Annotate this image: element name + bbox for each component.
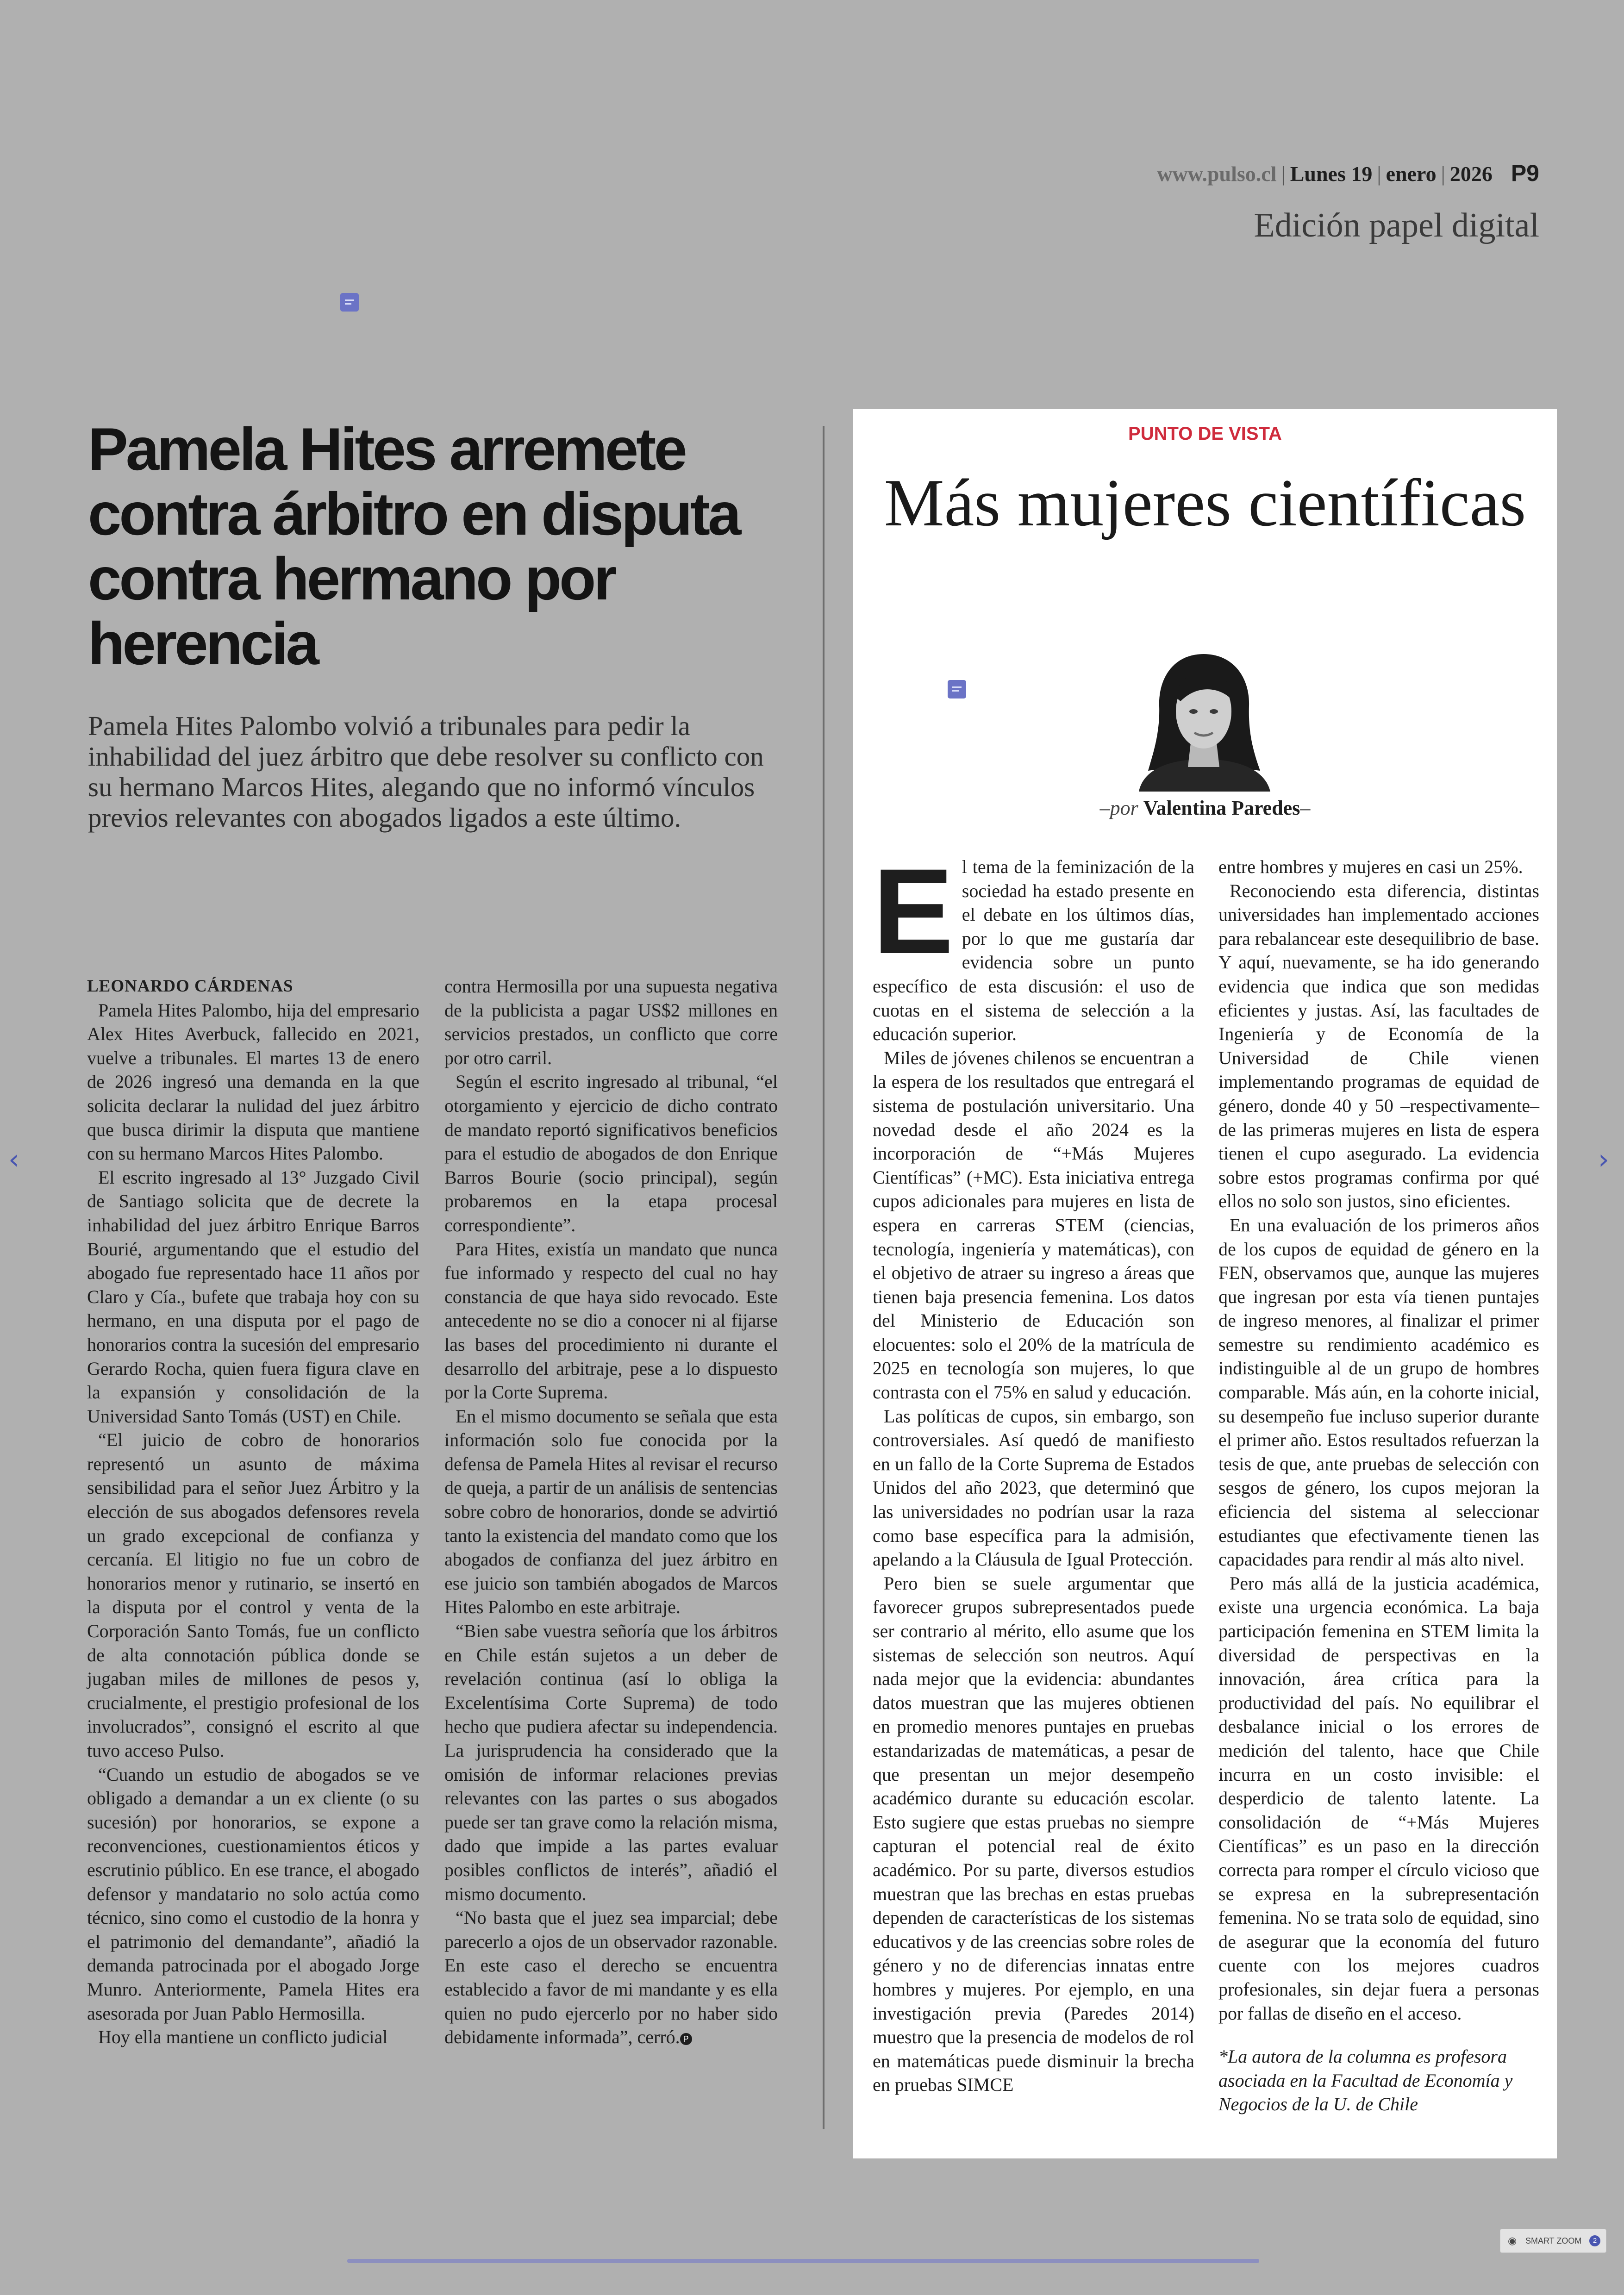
article-headline: Pamela Hites arremete contra árbitro en disputa contra hermano por herencia [88,415,739,677]
next-page-arrow-icon[interactable]: › [1598,1143,1609,1176]
opinion-paragraph: Reconociendo esta diferencia, distintas universidades han implementado acciones para rebalancear este desequilibrio de base. Y aquí, nuevamente, se ha ido generando evidencia que indica que son medidas eficientes y justas. Así, las facultades de Ingeniería y de Economía de la Universidad de Chile vienen implementando programas de equidad de género, donde 40 y 50 –respectivamente– de las primeras mujeres en lista de espera tienen el cupo asegurado. La evidencia sobre estos programas confirma por qué ellos no solo son justos, sino eficientes. [1218,880,1539,1212]
date-month: enero [1386,162,1437,186]
note-icon[interactable] [340,293,359,312]
eye-icon: ◉ [1508,2235,1517,2246]
masthead: www.pulso.cl | Lunes 19 | enero | 2026 P9 [1157,160,1539,186]
author-portrait [1130,646,1278,792]
article-deck: Pamela Hites Palombo volvió a tribunales para pedir la inhabilidad del juez árbitro que debe resolver su conflicto con su hermano Marcos Hites, alegando que no informó vínculos previos relevantes con abogados ligados a este último. [88,711,764,833]
date-year: 2026 [1449,162,1493,186]
smart-zoom-label: SMART ZOOM [1525,2236,1582,2245]
article-paragraph: El escrito ingresado al 13° Juzgado Civil de Santiago solicita que de decrete la inhabilidad del juez árbitro Enrique Barros Bourié, argumentando que el estudio del abogado fue representado hace 11 años por Claro y Cía., bufete que trabaja hoy con su hermano, en una disputa por el pago de honorarios contra la sucesión del empresario Gerardo Rocha, quien fuera figura clave en la expansión y consolidación de la Universidad Santo Tomás (UST) en Chile. [87,1166,419,1427]
article-paragraph: Hoy ella mantiene un conflicto judicial [98,2027,388,2048]
opinion-footnote: *La autora de la columna es profesora asociada en la Facultad de Economía y Negocios de la U. de Chile [1218,2046,1513,2115]
article-paragraph: Para Hites, existía un mandato que nunca fue informado y respecto del cual no hay constancia de que haya sido revocado. Este antecedente no se dio a conocer ni al fijarse las bases del procedimiento ni durante el desarrollo del arbitraje, pese a lo dispuesto por la Corte Suprema. [444,1238,778,1403]
opinion-paragraph: Pero más allá de la justicia académica, existe una urgencia económica. La baja participación femenina en STEM limita la diversidad de perspectivas en la innovación, área crítica para la productividad del país. No equilibrar el desbalance inicial o los errores de medición del talento, hace que Chile incurra en un costo invisible: el desperdicio de talento latente. La consolidación de “+Más Mujeres Científicas” es un paso en la dirección correcta para romper el círculo vicioso que se expresa en la subrepresentación femenina. No se trata solo de equidad, sino de asegurar que la economía del futuro cuente con los mejores cuadros profesionales, sin dejar fuera a personas por fallas de diseño en el acceso. [1218,1572,1539,2024]
article-paragraph: “El juicio de cobro de honorarios representó un asunto de máxima sensibilidad para el señor Juez Árbitro y la elección de sus abogados defensores revela un grado excepcional de confianza y cercanía. El litigio no fue un cobro de honorarios menor y rutinario, se insertó en la disputa por el control y venta de la Corporación Santo Tomás, fue un conflicto de alta connotación pública donde se jugaban miles de millones de pesos y, crucialmente, el prestigio profesional de los involucrados”, consignó el escrito al que tuvo acceso Pulso. [87,1429,419,1761]
opinion-title: Más mujeres científicas [884,465,1526,540]
note-icon[interactable] [948,680,966,698]
opinion-paragraph: entre hombres y mujeres en casi un 25%. [1218,856,1523,877]
opinion-column-1 [873,843,1194,2097]
article-paragraph: “Cuando un estudio de abogados se ve obligado a demandar a un ex cliente (o su sucesión) por honorarios, se expone a reconvenciones, cuestionamientos éticos y escrutinio público. En ese trance, el abogado defensor y mandatario no solo actúa como técnico, sino como el custodio de la honra y el patrimonio del demandante”, añadió la demanda patrocinada por el abogado Jorge Munro. Anteriormente, Pamela Hites era asesorada por Juan Pablo Hermosilla. [87,1764,419,2024]
opinion-paragraph: Pero bien se suele argumentar que favorecer grupos subrepresentados puede ser contrario al mérito, ello asume que los sistemas de selección son neutros. Aquí nada mejor que la evidencia: abundantes datos muestran que las mujeres obtienen en promedio menores puntajes en pruebas estandarizadas de matemáticas, a pesar de que presentan un mejor desempeño académico durante su educación escolar. Esto sugiere que estas pruebas no siempre capturan el potencial real de éxito académico. Por su parte, diversos estudios muestran que las brechas en estas pruebas dependen de características de los sistemas educativos y de las creencias sobre roles de género y no de diferencias innatas entre hombres y mujeres. Por ejemplo, en una investigación previa (Paredes 2014) muestro que la presencia de modelos de rol en matemáticas puede disminuir la brecha en pruebas SIMCE [873,1572,1194,2095]
smart-zoom-badge: 2 [1589,2235,1600,2246]
article-column-2 [444,974,778,2049]
opinion-column-2 [1218,855,1539,2116]
opinion-paragraph [873,843,1194,1046]
article-paragraph: Pamela Hites Palombo, hija del empresario Alex Hites Averbuck, fallecido en 2021, vuelve a tribunales. El martes 13 de enero de 2026 ingresó una demanda en la que solicita declarar la nulidad del juez árbitro que busca dirimir la disputa que mantiene con su hermano Marcos Hites Palombo. [87,999,419,1164]
author-prefix: –por [1099,797,1138,819]
article-paragraph: En el mismo documento se señala que esta información solo fue conocida por la defensa de Pamela Hites al revisar el recurso de queja, a partir de un análisis de sentencias sobre cobro de honorarios, donde se advirtió tanto la existencia del mandato como que los abogados de confianza del juez árbitro en ese juicio son también abogados de Marcos Hites Palombo en este arbitraje. [444,1405,778,1618]
article-paragraph: Según el escrito ingresado al tribunal, “el otorgamiento y ejercicio de dicho contrato de mandato reportó significativos beneficios para el estudio de abogados de don Enrique Barros Bourie (socio principal), según probaremos en la etapa procesal correspondiente”. [444,1071,778,1235]
article-paragraph: “Bien sabe vuestra señoría que los árbitros en Chile están sujetos a un deber de revelación continua (así lo obliga la Excelentísima Corte Suprema) de todo hecho que pudiera afectar su independencia. La jurisprudencia ha considerado que la omisión de informar relaciones previas relevantes con las partes o sus abogados puede ser tan grave como la relación misma, dado que impide a las partes evaluar posibles conflictos de interés”, añadió el mismo documento. [444,1621,778,1904]
author-suffix: – [1300,797,1311,819]
opinion-author [853,796,1557,820]
end-mark-icon: P [680,2033,692,2045]
article-byline: LEONARDO CÁRDENAS [87,977,294,996]
opinion-kicker: PUNTO DE VISTA [1128,424,1282,444]
site-url: www.pulso.cl [1157,162,1277,186]
article-column-1 [87,974,419,2049]
date-day: Lunes 19 [1290,162,1373,186]
article-last-text: “No basta que el juez sea imparcial; debe parecerlo a ojos de un observador razonable. En este caso el derecho se encuentra establecido a favor de mi mandante y es ella quien no pudo ejercerlo por no haber sido debidamente informada”, cerró. [444,1907,778,2048]
prev-page-arrow-icon[interactable]: ‹ [8,1143,19,1176]
page-number: P9 [1511,160,1539,186]
column-divider [823,426,824,2129]
author-name: Valentina Paredes [1143,797,1300,819]
drop-cap: E [873,843,954,979]
opinion-lead-text: l tema de la feminización de la sociedad ha estado presente en el debate en los últimos días, por lo que me gustaría dar evidencia sobre un punto específico de esta discusión: el uso de cuotas en el sistema de selección a la educación superior. [873,856,1194,1045]
article-paragraph: contra Hermosilla por una supuesta negativa de la publicista a pagar US$2 millones en servicios prestados, un conflicto que corre por otro carril. [444,976,778,1068]
article-paragraph [444,1906,778,2049]
opinion-paragraph: Las políticas de cupos, sin embargo, son controversiales. Así quedó de manifiesto en un fallo de la Corte Suprema de Estados Unidos del año 2023, que determinó que las universidades no podrían usar la raza como base específica para la admisión, apelando a la Cláusula de Igual Protección. [873,1405,1194,1570]
page-progress-bar[interactable] [347,2259,1259,2263]
opinion-paragraph: En una evaluación de los primeros años de los cupos de equidad de género en la FEN, observamos que, aunque las mujeres que ingresan por esta vía tienen puntajes de ingreso menores, al finalizar el primer semestre su rendimiento académico es indistinguible al de un grupo de hombres comparable. Más aún, en la cohorte inicial, su desempeño fue incluso superior durante el primer año. Estos resultados refuerzan la tesis de que, ante pruebas de selección con sesgos de género, los cupos mejoran la eficiencia del sistema al seleccionar estudiantes que efectivamente tienen las capacidades para rendir al más alto nivel. [1218,1214,1539,1570]
edition-label: Edición papel digital [1254,206,1539,244]
smart-zoom-button[interactable] [1500,2229,1606,2253]
opinion-paragraph: Miles de jóvenes chilenos se encuentran a la espera de los resultados que entregará el sistema de postulación universitario. Una novedad desde el año 2024 es la incorporación de “+Más Mujeres Científicas” (+MC). Esta iniciativa entrega cupos adicionales para mujeres en lista de espera en carreras STEM (ciencias, tecnología, ingeniería y matemáticas), con el objetivo de atraer su ingreso a áreas que tienen baja presencia femenina. Los datos del Ministerio de Educación son elocuentes: solo el 20% de la matrícula de 2025 en tecnología son mujeres, lo que contrasta con el 75% en salud y educación. [873,1047,1194,1403]
